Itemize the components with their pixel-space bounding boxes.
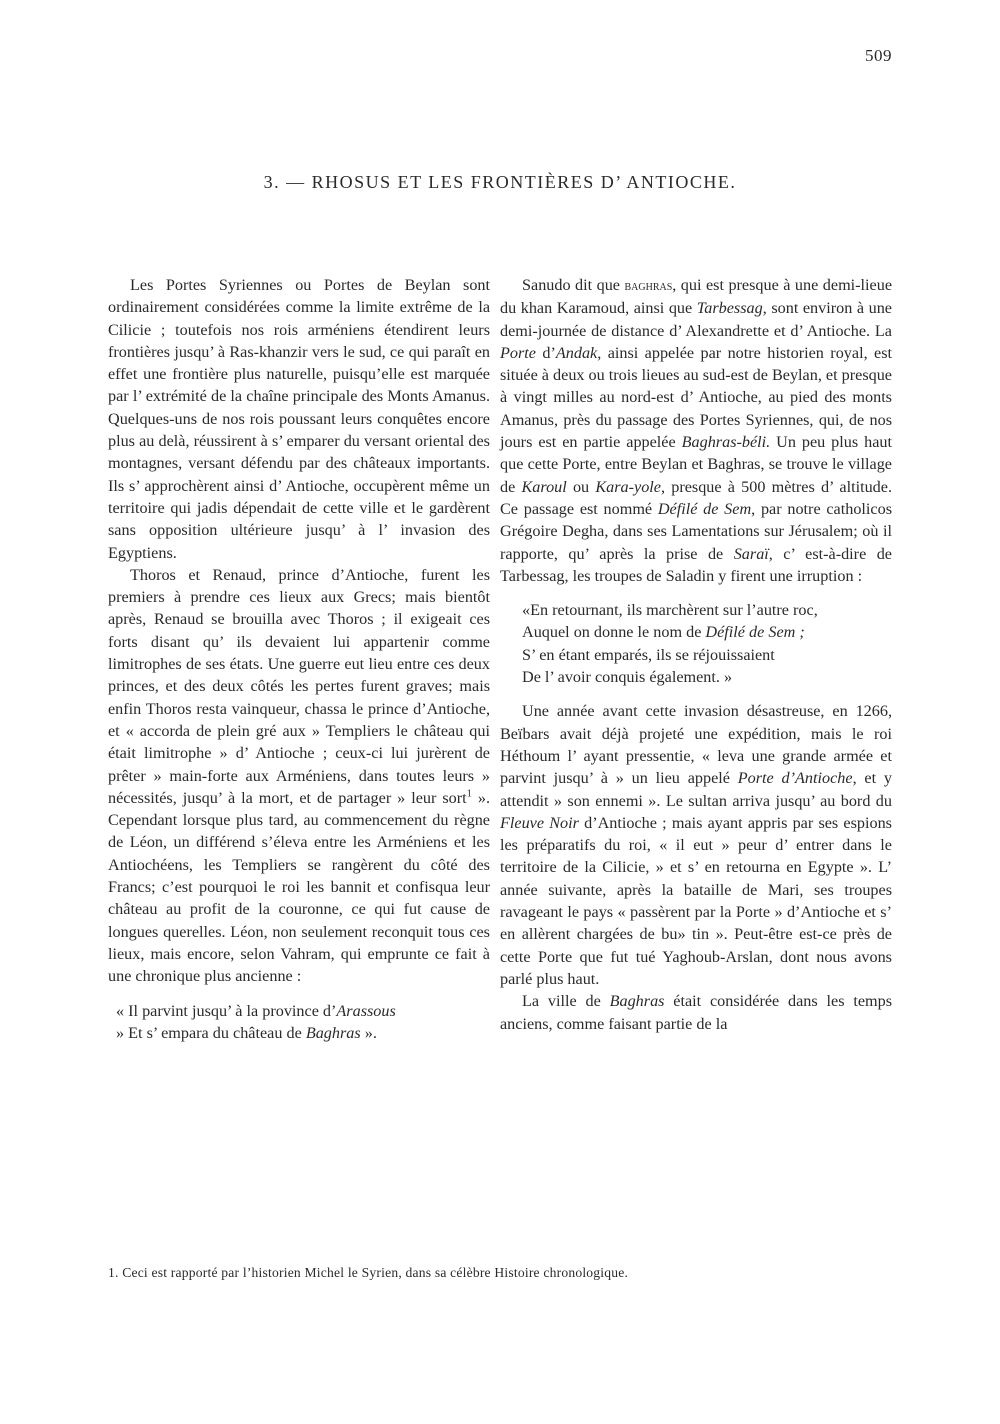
left-column: [108, 274, 490, 1056]
verse-line: De l’ avoir conquis également. »: [522, 668, 733, 687]
verse-line: « Il parvint jusqu’ à la province d’Arassous: [116, 1001, 396, 1020]
verse-line: Auquel on donne le nom de Défilé de Sem ;: [522, 623, 805, 642]
verse-line: » Et s’ empara du château de Baghras ».: [116, 1023, 377, 1042]
section-title: 3. — RHOSUS ET LES FRONTIÈRES D’ ANTIOCHE.: [263, 172, 737, 192]
verse-line: S’ en étant emparés, ils se réjouissaient: [522, 645, 775, 664]
paragraph: Sanudo dit que baghras, qui est presque à une demi-lieue du khan Karamoud, ainsi que Tarbessag, sont environ à une demi-journée de distance d’ Alexandrette et d’ Antioche. La Porte d’Andak, ainsi appelée par notre historien royal, est située à deux ou trois lieues au sud-est de Beylan, et presque à vingt milles au nord-est d’ Antioche, au pied des monts Amanus, près du passage des Portes Syriennes, qui, de nos jours est en partie appelée Baghras-béli. Un peu plus haut que cette Porte, entre Beylan et Baghras, se trouve le village de Karoul ou Kara-yole, presque à 500 mètres d’ altitude. Ce passage est nommé Défilé de Sem, par notre catholicos Grégoire Degha, dans ses Lamentations sur Jérusalem; où il rapporte, qu’ après la prise de Saraï, c’ est-à-dire de Tarbessag, les troupes de Saladin y firent une irruption :: [500, 276, 893, 585]
verse-line: «En retournant, ils marchèrent sur l’autre roc,: [522, 601, 818, 620]
footnote-reference: 1: [466, 788, 472, 800]
right-column: [500, 274, 892, 1035]
paragraph: Thoros et Renaud, prince d’Antioche, furent les premiers à prendre ces lieux aux Grecs; mais bientôt après, Renaud se brouilla avec Thoros ; il exigeait ces forts disant qu’ ils devaient lui appartenir comme limitrophes de ses états. Une guerre eut lieu entre ces deux princes, et des deux côtés les pertes furent graves; mais enfin Thoros resta vainqueur, chassa le prince d’Antioche, et « accorda de plein gré aux » Templiers le château qui était limitrophe » d’ Antioche ; ceux-ci lui jurèrent de prêter » main-forte aux Arméniens, dans toutes leurs » nécessités, jusqu’ à la mort, et de partager » leur sort$^1$ ». Cependant lorsque plus tard, au commencement du règne de Léon, un différend s’éleva entre les Arméniens et les Antiochéens, les Templiers se rangèrent du côté des Francs; c’est pourquoi le roi les bannit et confisqua leur château au profit de la couronne, ce qui fut cause de longues querelles. Léon, non seulement reconquit tous ces lieux, mais encore, selon Vahram, qui emprunte ce fait à une chronique plus ancienne :: [108, 565, 490, 986]
verse-quote: [108, 1000, 490, 1045]
paragraph: La ville de Baghras était considérée dans les temps anciens, comme faisant partie de la: [500, 992, 893, 1033]
footnote: 1. Ceci est rapporté par l’historien Michel le Syrien, dans sa célèbre Histoire chronologique.: [108, 1265, 629, 1280]
paragraph: Les Portes Syriennes ou Portes de Beylan sont ordinairement considérées comme la limite extrême de la Cilicie ; toutefois nos rois arméniens étendirent leurs frontières jusqu’ à Ras-khanzir vers le sud, ce qui paraît en effet une frontière plus naturelle, puisqu’elle est marquée par l’ extrémité de la chaîne principale des Monts Amanus. Quelques-uns de nos rois poussant leurs conquêtes encore plus au delà, réussirent à s’ emparer du versant oriental des montagnes, versant défendu par des châteaux importants. Ils s’ approchèrent ainsi d’ Antioche, occupèrent même un territoire qui jadis dépendait de cette ville et le gardèrent sans opposition ultérieure jusqu’ à l’ invasion des Egyptiens.: [108, 276, 490, 562]
paragraph: Une année avant cette invasion désastreuse, en 1266, Beïbars avait déjà projeté une expédition, mais le roi Héthoum l’ ayant pressentie, « leva une grande armée et parvint jusqu’ à » un lieu appelé Porte d’Antioche, et y attendit » son ennemi ». Le sultan arriva jusqu’ au bord du Fleuve Noir d’Antioche ; mais ayant appris par ses espions les préparatifs du roi, « il eut » peur d’ entrer dans le territoire de la Cilicie, » et s’ en retourna en Egypte ». L’ année suivante, après la bataille de Mari, ses troupes ravageant le pays « passèrent par la Porte » d’Antioche et s’ en allèrent chargées de bu» tin ». Peut-être est-ce près de cette Porte que fut tué Yaghoub-Arslan, dont nous avons parlé plus haut.: [500, 702, 893, 988]
verse-quote: [500, 599, 892, 688]
page-number: 509: [865, 46, 892, 65]
